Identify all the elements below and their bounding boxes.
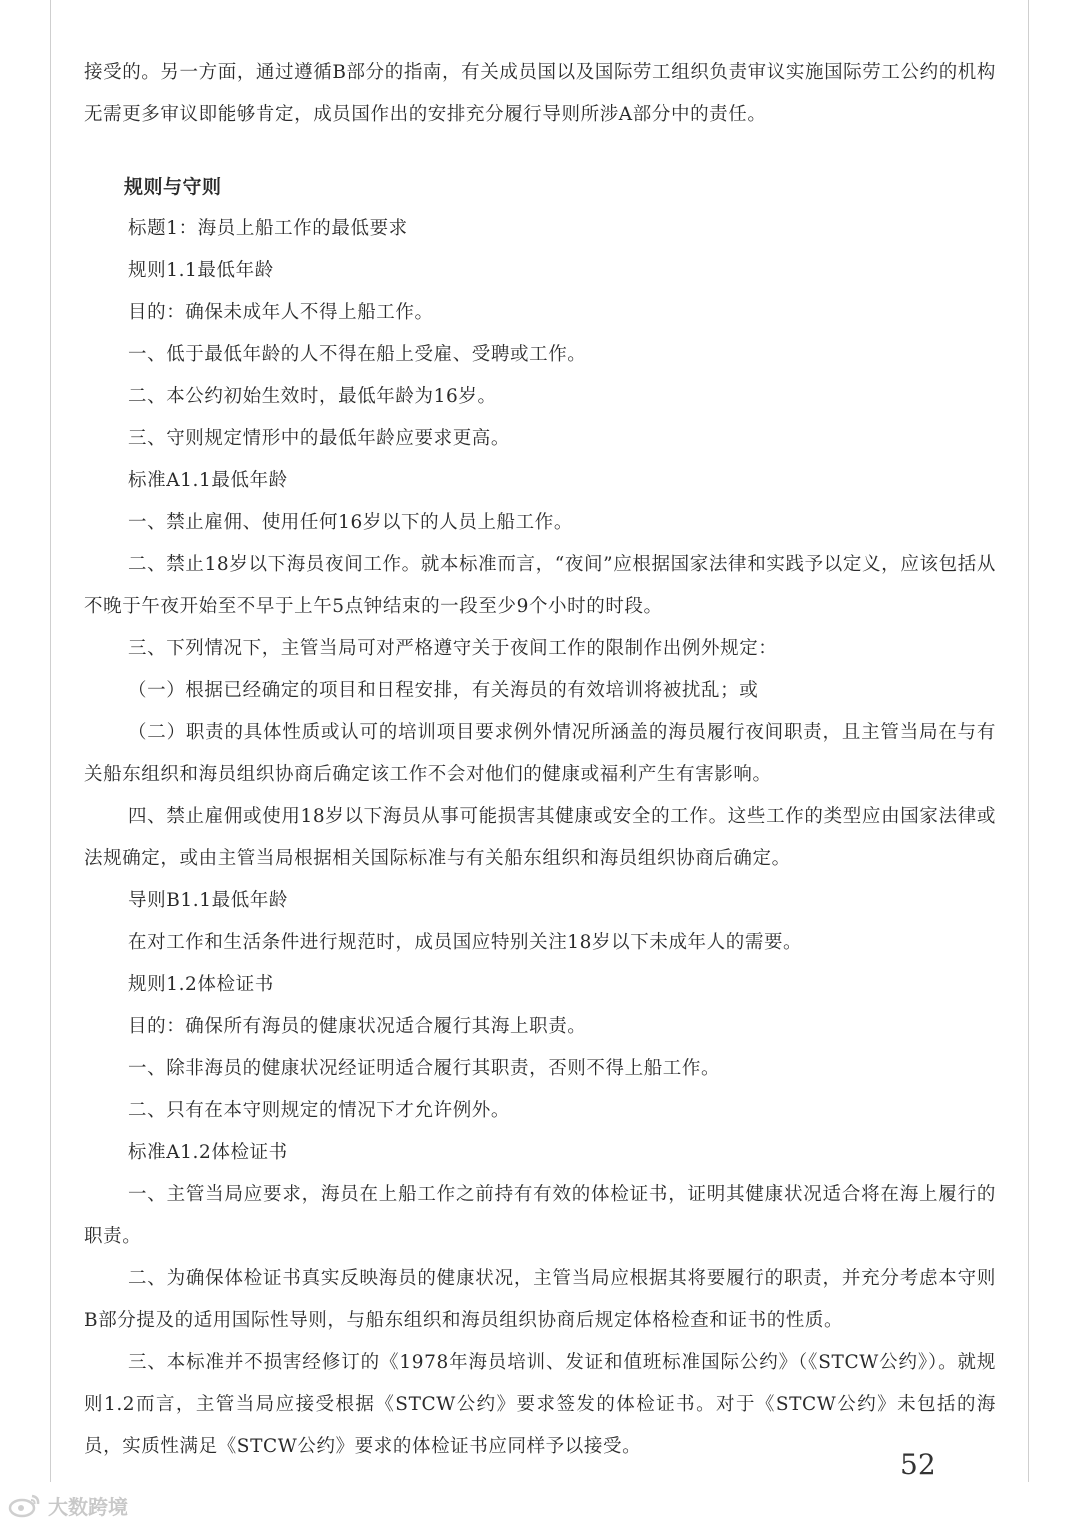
paragraph: 导则B1.1最低年龄 (128, 890, 289, 911)
paragraph: 三、本标准并不损害经修订的《1978年海员培训、发证和值班标准国际公约》（《STCW公约》）。就规则1.2而言，主管当局应接受根据《STCW公约》要求签发的体检证书。对于《STCW公约》未包括的海员，实质性满足《STCW公约》要求的体检证书应同样予以接受。 (84, 1352, 996, 1457)
paragraph: 二、禁止18岁以下海员夜间工作。就本标准而言，“夜间”应根据国家法律和实践予以定义，应该包括从不晚于午夜开始至不早于上午5点钟结束的一段至少9个小时的时段。 (84, 554, 996, 617)
paragraph: 规则1.1最低年龄 (128, 260, 274, 281)
paragraph: 四、禁止雇佣或使用18岁以下海员从事可能损害其健康或安全的工作。这些工作的类型应由国家法律或法规确定，或由主管当局根据相关国际标准与有关船东组织和海员组织协商后确定。 (84, 806, 996, 869)
paragraph: 规则1.2体检证书 (128, 974, 274, 995)
paragraph: 三、下列情况下，主管当局可对严格遵守关于夜间工作的限制作出例外规定： (128, 638, 778, 659)
paragraph: 在对工作和生活条件进行规范时，成员国应特别关注18岁以下未成年人的需要。 (128, 932, 803, 953)
paragraph: 三、守则规定情形中的最低年龄应要求更高。 (128, 428, 511, 449)
paragraph: 二、本公约初始生效时，最低年龄为16岁。 (128, 386, 497, 407)
page-number: 52 (900, 1448, 936, 1481)
paragraph: 一、除非海员的健康状况经证明适合履行其职责，否则不得上船工作。 (128, 1058, 721, 1079)
paragraph: 目的：确保所有海员的健康状况适合履行其海上职责。 (128, 1016, 587, 1037)
weibo-logo-icon (8, 1492, 42, 1518)
watermark-text: 大数跨境 (48, 1494, 128, 1519)
left-margin-line (50, 0, 51, 1482)
paragraph: 接受的。另一方面，通过遵循B部分的指南，有关成员国以及国际劳工组织负责审议实施国际劳工公约的机构无需更多审议即能够肯定，成员国作出的安排充分履行导则所涉A部分中的责任。 (84, 62, 996, 125)
paragraph: 二、只有在本守则规定的情况下才允许例外。 (128, 1100, 511, 1121)
paragraph: 一、主管当局应要求，海员在上船工作之前持有有效的体检证书，证明其健康状况适合将在海上履行的职责。 (84, 1184, 996, 1247)
right-margin-line (1028, 0, 1029, 1482)
paragraph: 标准A1.2体检证书 (128, 1142, 288, 1163)
spacer (84, 136, 996, 166)
paragraph: 一、低于最低年龄的人不得在船上受雇、受聘或工作。 (128, 344, 587, 365)
paragraph: 标准A1.1最低年龄 (128, 470, 288, 491)
watermark (8, 1490, 128, 1520)
paragraph: 二、为确保体检证书真实反映海员的健康状况，主管当局应根据其将要履行的职责，并充分考虑本守则B部分提及的适用国际性导则，与船东组织和海员组织协商后规定体格检查和证书的性质。 (84, 1268, 996, 1331)
paragraph: 一、禁止雇佣、使用任何16岁以下的人员上船工作。 (128, 512, 573, 533)
section-heading: 规则与守则 (124, 176, 222, 198)
paragraph: （一）根据已经确定的项目和日程安排，有关海员的有效培训将被扰乱；或 (128, 680, 759, 701)
paragraph: 标题1：海员上船工作的最低要求 (128, 218, 408, 239)
document-body (84, 52, 996, 1468)
paragraph: （二）职责的具体性质或认可的培训项目要求例外情况所涵盖的海员履行夜间职责，且主管当局在与有关船东组织和海员组织协商后确定该工作不会对他们的健康或福利产生有害影响。 (84, 722, 996, 785)
paragraph: 目的：确保未成年人不得上船工作。 (128, 302, 434, 323)
